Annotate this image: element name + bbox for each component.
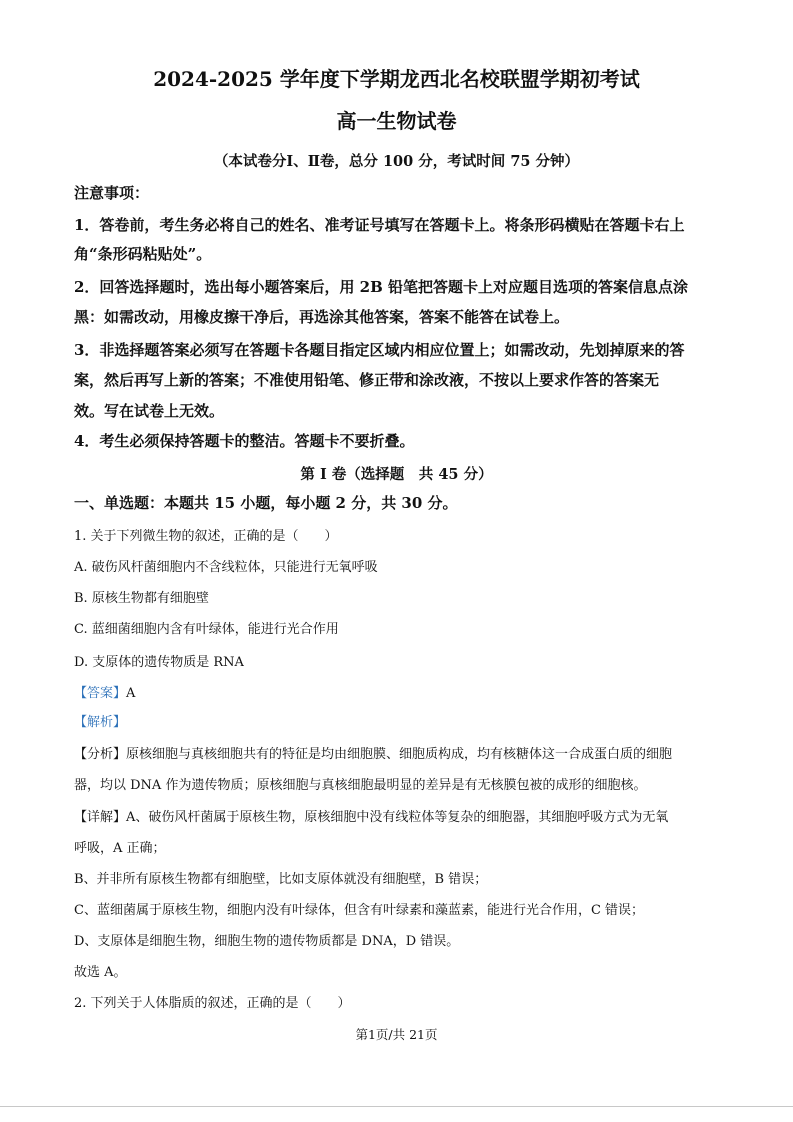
notice-line: 1．答卷前，考生务必将自己的姓名、准考证号填写在答题卡上。将条形码横贴在答题卡右上 <box>74 216 685 234</box>
detail-line: B、并非所有原核生物都有细胞壁，比如支原体就没有细胞壁，B 错误； <box>74 872 488 887</box>
detail-line: 故选 A。 <box>74 965 127 980</box>
xiangjie-line-2: 呼吸，A 正确； <box>74 841 166 856</box>
exam-title: 2024-2025 学年度下学期龙西北名校联盟学期初考试 <box>153 67 640 91</box>
analysis-tag: 【解析】 <box>74 715 127 730</box>
notice-line: 角“条形码粘贴处”。 <box>74 245 212 263</box>
question-1-option-d: D. 支原体的遗传物质是 RNA <box>74 655 244 670</box>
answer-line <box>74 682 135 701</box>
notice-line: 2．回答选择题时，选出每小题答案后，用 2B 铅笔把答题卡上对应题目选项的答案信息点涂 <box>74 278 689 296</box>
notice-line: 黑：如需改动，用橡皮擦干净后，再选涂其他答案，答案不能答在试卷上。 <box>74 308 570 326</box>
xiangjie-line <box>74 806 668 825</box>
notice-line: 效。写在试卷上无效。 <box>74 402 225 420</box>
page-footer: 第1页/共 21页 <box>355 1027 438 1042</box>
question-2-stem: 2. 下列关于人体脂质的叙述，正确的是（ ） <box>74 996 351 1011</box>
section-heading: 一、单选题：本题共 15 小题，每小题 2 分，共 30 分。 <box>74 494 458 512</box>
fenxi-line-2: 器，均以 DNA 作为遗传物质；原核细胞与真核细胞最明显的差异是有无核膜包被的成形的细胞核。 <box>74 778 647 793</box>
notice-line: 案，然后再写上新的答案；不准使用铅笔、修正带和涂改液，不按以上要求作答的答案无 <box>74 371 660 389</box>
exam-subtitle: 高一生物试卷 <box>336 109 457 133</box>
question-1-stem: 1. 关于下列微生物的叙述，正确的是（ ） <box>74 529 338 544</box>
part-title: 第 I 卷（选择题 共 45 分） <box>300 466 493 483</box>
notice-line: 4．考生必须保持答题卡的整洁。答题卡不要折叠。 <box>74 432 415 450</box>
page-bottom-divider <box>0 1106 793 1107</box>
fenxi-text: 原核细胞与真核细胞共有的特征是均由细胞膜、细胞质构成，均有核糖体这一合成蛋白质的细胞 <box>126 747 673 762</box>
question-1-option-a: A. 破伤风杆菌细胞内不含线粒体，只能进行无氧呼吸 <box>74 560 378 575</box>
question-1-option-b: B. 原核生物都有细胞壁 <box>74 591 209 606</box>
question-1-option-c: C. 蓝细菌细胞内含有叶绿体，能进行光合作用 <box>74 622 339 637</box>
exam-info: （本试卷分Ⅰ、Ⅱ卷，总分 100 分，考试时间 75 分钟） <box>213 153 580 170</box>
answer-value: A <box>126 686 136 701</box>
xiangjie-tag: 【详解】 <box>74 810 127 825</box>
xiangjie-text: A、破伤风杆菌属于原核生物，原核细胞中没有线粒体等复杂的细胞器，其细胞呼吸方式为无氧 <box>126 810 669 825</box>
detail-line: C、蓝细菌属于原核生物，细胞内没有叶绿体，但含有叶绿素和藻蓝素，能进行光合作用，C 错误； <box>74 903 645 918</box>
detail-line: D、支原体是细胞生物，细胞生物的遗传物质都是 DNA，D 错误。 <box>74 934 460 949</box>
notice-heading: 注意事项： <box>74 184 150 202</box>
answer-tag: 【答案】 <box>74 686 127 701</box>
fenxi-tag: 【分析】 <box>74 747 127 762</box>
fenxi-line <box>74 743 672 762</box>
notice-line: 3．非选择题答案必须写在答题卡各题目指定区域内相应位置上；如需改动，先划掉原来的答 <box>74 341 685 359</box>
